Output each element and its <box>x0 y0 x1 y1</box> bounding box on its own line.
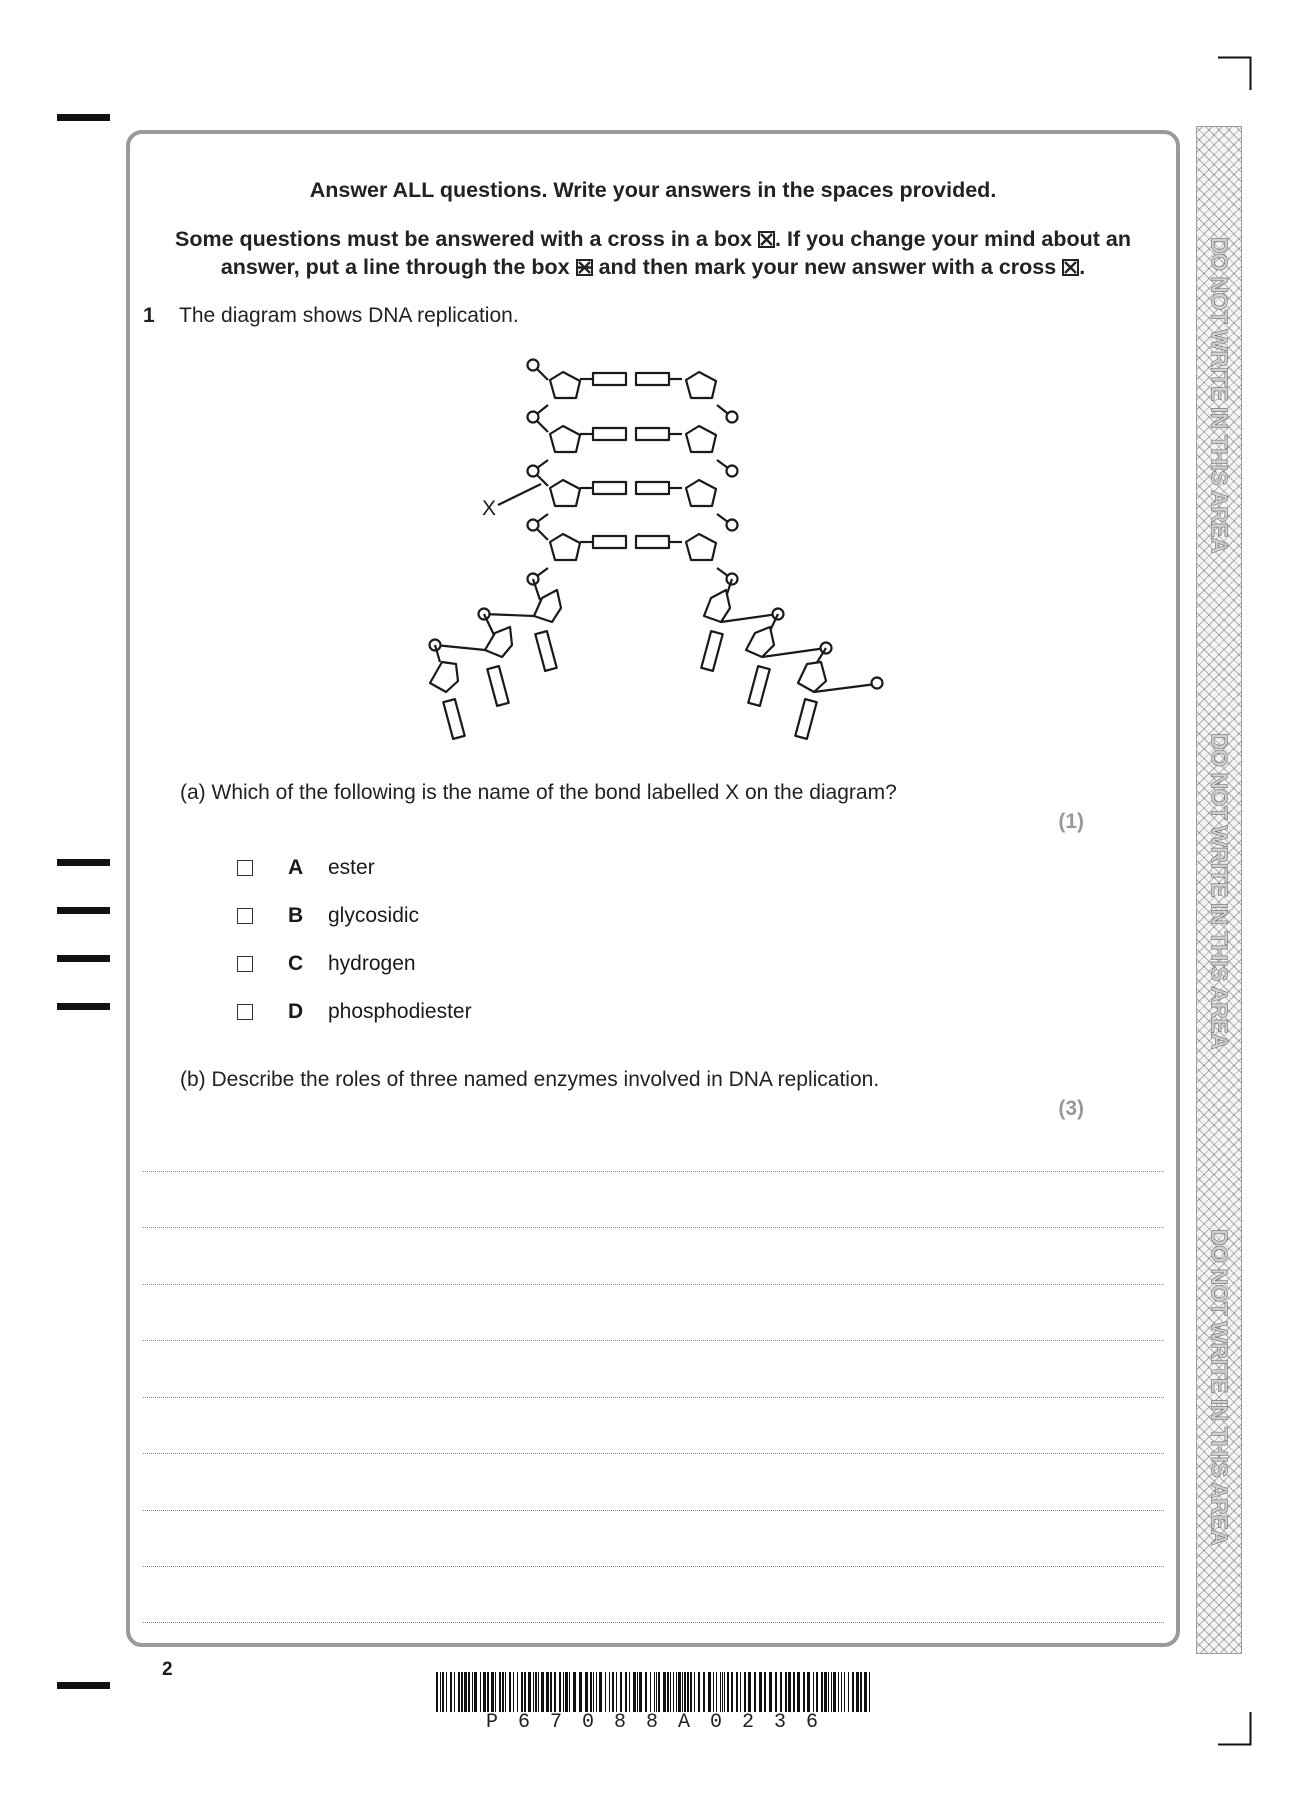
barcode-bar <box>472 1672 473 1712</box>
barcode-bar <box>748 1672 751 1712</box>
barcode-bar <box>831 1672 832 1712</box>
barcode-bar <box>609 1672 610 1712</box>
barcode-bar <box>684 1672 686 1712</box>
barcode-bar <box>533 1672 534 1712</box>
crop-mark-bottom-right <box>1218 1712 1252 1746</box>
barcode-bar <box>442 1672 444 1712</box>
barcode-bar <box>676 1672 677 1712</box>
barcode-bar <box>656 1672 657 1712</box>
barcode-bar <box>690 1672 692 1712</box>
barcode-bar <box>716 1672 717 1712</box>
barcode-bar <box>821 1672 823 1712</box>
crossed-box-icon <box>1062 259 1079 276</box>
barcode-bar <box>848 1672 849 1712</box>
barcode-bar <box>541 1672 544 1712</box>
barcode-bar <box>828 1672 829 1712</box>
barcode-bar <box>833 1672 836 1712</box>
option-a-letter: A <box>288 856 304 879</box>
barcode-bar <box>474 1672 477 1712</box>
bond-label-x: X <box>482 497 497 520</box>
part-b-prompt: (b) Describe the roles of three named enzymes involved in DNA replication. <box>180 1068 880 1091</box>
barcode-bar <box>612 1672 614 1712</box>
barcode-bar <box>788 1672 791 1712</box>
barcode-bar <box>491 1672 494 1712</box>
option-d-letter: D <box>288 1000 304 1023</box>
barcode-bar <box>596 1672 597 1712</box>
barcode-bar <box>550 1672 552 1712</box>
barcode-bar <box>759 1672 762 1712</box>
barcode-bar <box>554 1672 556 1712</box>
option-c-checkbox[interactable] <box>237 956 253 972</box>
barcode-bar <box>775 1672 777 1712</box>
barcode-bar <box>440 1672 441 1712</box>
barcode-bar <box>797 1672 800 1712</box>
instruction-text: Some questions must be answered with a cross in a box <box>174 227 753 251</box>
instruction-text: . <box>1079 255 1086 279</box>
barcode-bar <box>521 1672 523 1712</box>
barcode-bar <box>813 1672 814 1712</box>
barcode-bar <box>625 1672 627 1712</box>
side-warning-text: DO NOT WRITE IN THIS AREA <box>1206 237 1233 554</box>
barcode-bar <box>803 1672 805 1712</box>
barcode-bar <box>864 1672 867 1712</box>
dna-replication-diagram <box>400 350 900 750</box>
barcode-bar <box>538 1672 539 1712</box>
crossed-box-icon <box>758 231 775 248</box>
side-warning-text: DO NOT WRITE IN THIS AREA <box>1206 733 1233 1050</box>
barcode-bar <box>563 1672 564 1712</box>
barcode-bar <box>585 1672 588 1712</box>
part-a-prompt: (a) Which of the following is the name of the bond labelled X on the diagram? <box>180 781 897 804</box>
barcode-bar <box>546 1672 549 1712</box>
ladder-rungs <box>580 373 682 548</box>
barcode-bar <box>483 1672 486 1712</box>
barcode-bar <box>480 1672 481 1712</box>
barcode-bar <box>780 1672 782 1712</box>
barcode-bar <box>740 1672 741 1712</box>
barcode-bar <box>528 1672 531 1712</box>
barcode-bar <box>844 1672 845 1712</box>
barcode-bar <box>509 1672 511 1712</box>
barcode-bar <box>565 1672 568 1712</box>
barcode-bar <box>658 1672 660 1712</box>
barcode-bar <box>513 1672 514 1712</box>
barcode-bar <box>458 1672 460 1712</box>
barcode-bar <box>468 1672 470 1712</box>
option-b-text: glycosidic <box>328 904 420 927</box>
barcode-bar <box>637 1672 638 1712</box>
barcode-bar <box>450 1672 452 1712</box>
answer-line[interactable] <box>143 1397 1164 1398</box>
registration-mark <box>57 114 110 121</box>
barcode-bar <box>736 1672 738 1712</box>
barcode-bar <box>593 1672 594 1712</box>
barcode-bar <box>673 1672 674 1712</box>
page-number: 2 <box>162 1659 173 1680</box>
answer-line[interactable] <box>143 1340 1164 1341</box>
barcode-bar <box>667 1672 669 1712</box>
barcode-bar <box>727 1672 729 1712</box>
barcode-bar <box>505 1672 506 1712</box>
answer-line[interactable] <box>143 1566 1164 1567</box>
barcode-bar <box>645 1672 647 1712</box>
barcode-bar <box>573 1672 576 1712</box>
option-b-checkbox[interactable] <box>237 908 253 924</box>
question-number: 1 <box>143 304 155 327</box>
barcode-bar <box>724 1672 725 1712</box>
barcode-bar <box>769 1672 772 1712</box>
barcode-bar <box>517 1672 518 1712</box>
option-c-text: hydrogen <box>328 952 416 975</box>
barcode-bar <box>461 1672 463 1712</box>
barcode-bar <box>807 1672 810 1712</box>
barcode-bar <box>703 1672 705 1712</box>
barcode-bar <box>464 1672 467 1712</box>
barcode-bar <box>824 1672 827 1712</box>
barcode-bar <box>731 1672 733 1712</box>
barcode-bar <box>605 1672 606 1712</box>
barcode-bar <box>499 1672 501 1712</box>
do-not-write-strip <box>1196 126 1242 1654</box>
barcode-bar <box>446 1672 447 1712</box>
instruction-text: . If you change your mind about an <box>775 227 1132 251</box>
barcode-bar <box>454 1672 455 1712</box>
answer-line[interactable] <box>143 1284 1164 1285</box>
barcode-bar <box>487 1672 489 1712</box>
answer-line[interactable] <box>143 1453 1164 1454</box>
barcode-bar <box>629 1672 630 1712</box>
barcode-bar <box>502 1672 504 1712</box>
instruction-text: answer, put a line through the box <box>220 255 570 279</box>
option-a-checkbox[interactable] <box>237 860 253 876</box>
barcode-bar <box>678 1672 681 1712</box>
option-a-text: ester <box>328 856 375 879</box>
crop-mark-top-right <box>1218 56 1252 90</box>
barcode-bar <box>722 1672 723 1712</box>
barcode-bar <box>785 1672 787 1712</box>
instruction-text: Answer ALL questions. Write your answers in the spaces provided. <box>309 178 997 202</box>
registration-mark <box>57 907 110 914</box>
barcode-bar <box>663 1672 666 1712</box>
barcode-bar <box>869 1672 870 1712</box>
barcode-bar <box>682 1672 683 1712</box>
barcode-bar <box>856 1672 859 1712</box>
registration-mark <box>57 955 110 962</box>
barcode-bar <box>650 1672 651 1712</box>
barcode-bar <box>633 1672 636 1712</box>
barcode-text: P 6 7 0 8 8 A 0 2 3 6 <box>485 1711 823 1734</box>
barcode-bar <box>535 1672 537 1712</box>
barcode-bar <box>620 1672 622 1712</box>
instruction-line-2 <box>150 227 1156 252</box>
barcode-bar <box>816 1672 818 1712</box>
barcode-bar <box>764 1672 766 1712</box>
registration-mark <box>57 859 110 866</box>
barcode-bar <box>720 1672 721 1712</box>
registration-mark <box>57 1682 110 1689</box>
answer-line[interactable] <box>143 1510 1164 1511</box>
option-d-text: phosphodiester <box>328 1000 472 1023</box>
barcode-bar <box>569 1672 570 1712</box>
barcode-bar <box>713 1672 714 1712</box>
barcode-bar <box>559 1672 561 1712</box>
barcode-bar <box>838 1672 839 1712</box>
option-b-letter: B <box>288 904 304 927</box>
answer-line[interactable] <box>143 1171 1164 1172</box>
barcode-bar <box>708 1672 711 1712</box>
barcode-bar <box>579 1672 582 1712</box>
barcode-bar <box>860 1672 862 1712</box>
barcode-bar <box>654 1672 655 1712</box>
barcode-bar <box>694 1672 695 1712</box>
barcode-bar <box>670 1672 671 1712</box>
option-d-checkbox[interactable] <box>237 1004 253 1020</box>
barcode-bar <box>793 1672 795 1712</box>
barcode-bar <box>698 1672 700 1712</box>
part-b-marks: (3) <box>1058 1097 1084 1120</box>
barcode <box>436 1672 872 1712</box>
barcode-bar <box>599 1672 602 1712</box>
barcode-bar <box>436 1672 438 1712</box>
barcode-bar <box>639 1672 642 1712</box>
side-warning-text: DO NOT WRITE IN THIS AREA <box>1206 1229 1233 1546</box>
barcode-bar <box>616 1672 617 1712</box>
barcode-bar <box>841 1672 842 1712</box>
answer-line[interactable] <box>143 1622 1164 1623</box>
barcode-bar <box>590 1672 592 1712</box>
barcode-bar <box>687 1672 689 1712</box>
barcode-bar <box>754 1672 756 1712</box>
struck-crossed-box-icon <box>576 259 593 276</box>
registration-mark <box>57 1003 110 1010</box>
barcode-bar <box>524 1672 526 1712</box>
question-stem: The diagram shows DNA replication. <box>179 304 519 327</box>
answer-line[interactable] <box>143 1227 1164 1228</box>
barcode-bar <box>744 1672 746 1712</box>
part-a-marks: (1) <box>1058 810 1084 833</box>
option-c-letter: C <box>288 952 304 975</box>
instruction-line-3 <box>150 255 1156 280</box>
barcode-bar <box>495 1672 496 1712</box>
barcode-bar <box>852 1672 854 1712</box>
instruction-line-1 <box>150 178 1156 203</box>
instruction-text: and then mark your new answer with a cross <box>598 255 1057 279</box>
